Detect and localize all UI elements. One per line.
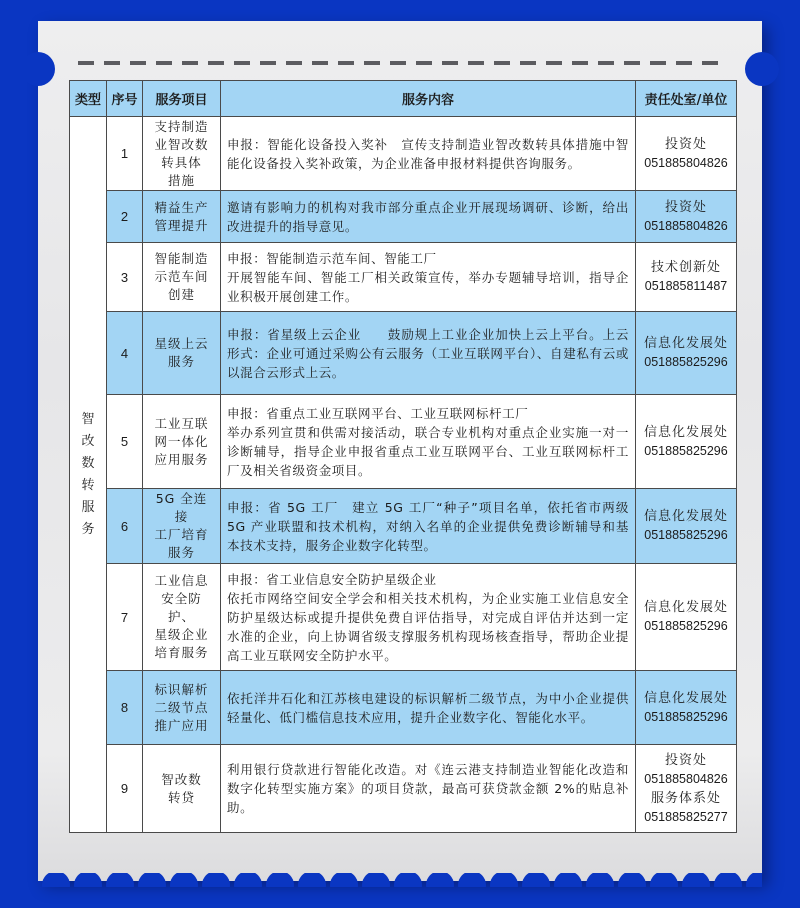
table-row — [70, 312, 737, 395]
service-item-line: 网一体化 — [154, 433, 209, 449]
scalloped-edge — [38, 873, 762, 887]
scallop — [426, 873, 454, 887]
service-content-paragraph: 申报：省重点工业互联网平台、工业互联网标杆工厂 — [227, 405, 529, 421]
service-item-line: 示范车间 — [154, 269, 209, 284]
service-content-paragraph: 申报：智能化设备投入奖补 宣传支持制造业智改数转具体措施中智能化设备投入奖补政策，为企业准备申报材料提供咨询服务。 — [227, 136, 629, 171]
service-item-line: 推广应用 — [154, 717, 209, 733]
dept-name: 投资处 — [664, 199, 707, 215]
responsible-dept — [636, 745, 737, 833]
dept-phone: 051885825277 — [644, 809, 728, 824]
row-number: 7 — [107, 564, 143, 671]
responsible-dept — [636, 395, 737, 489]
service-content-paragraph: 依托洋井石化和江苏核电建设的标识解析二级节点，为中小企业提供轻量化、低门槛信息技术应用，提升企业数字化、智能化水平。 — [227, 690, 629, 725]
header-type: 类型 — [70, 81, 107, 117]
scallop — [106, 873, 134, 887]
service-content-paragraph: 利用银行贷款进行智能化改造。对《连云港支持制造业智能化改造和数字化转型实施方案》的项目贷款，最高可获贷款金额 2%的贴息补助。 — [227, 762, 629, 815]
scallop — [362, 873, 390, 887]
scallop — [746, 873, 762, 887]
service-content-paragraph: 申报：智能制造示范车间、智能工厂 — [227, 250, 437, 266]
scallop — [458, 873, 486, 887]
row-number: 2 — [107, 191, 143, 243]
scallop — [714, 873, 742, 887]
service-item-line: 工业互联 — [154, 415, 209, 431]
category-char: 务 — [81, 521, 95, 537]
service-item — [143, 745, 221, 833]
table-row — [70, 243, 737, 312]
scallop — [74, 873, 102, 887]
service-content — [221, 312, 636, 395]
dept-name: 信息化发展处 — [643, 690, 728, 706]
dept-phone: 051885825296 — [644, 443, 728, 458]
service-content — [221, 117, 636, 191]
dept-phone: 051885825296 — [644, 709, 728, 724]
scallop — [522, 873, 550, 887]
dept-name: 投资处 — [664, 752, 707, 768]
service-item-line: 星级上云 — [154, 336, 209, 351]
table-row — [70, 117, 737, 191]
ticket-notch-right — [745, 52, 779, 86]
service-item — [143, 671, 221, 745]
row-number: 1 — [107, 117, 143, 191]
category-char: 改 — [81, 433, 95, 449]
service-item-line: 智能制造 — [154, 251, 209, 266]
row-number: 5 — [107, 395, 143, 489]
service-item-line: 措施 — [167, 172, 195, 188]
row-number: 3 — [107, 243, 143, 312]
service-item-line: 创建 — [167, 287, 195, 302]
perforation-divider — [78, 61, 722, 65]
row-number: 4 — [107, 312, 143, 395]
service-content-paragraph: 申报：省星级上云企业 鼓励规上工业企业加快上云上平台。上云形式：企业可通过采购公有云服务（工业互联网平台）、自建私有云或以混合云形式上云。 — [227, 326, 629, 380]
service-item-line: 转具体 — [161, 154, 202, 170]
service-content-paragraph: 邀请有影响力的机构对我市部分重点企业开展现场调研、诊断，给出改进提升的指导意见。 — [227, 199, 629, 234]
table-row — [70, 564, 737, 671]
service-item-line: 智改数 — [161, 771, 202, 787]
responsible-dept — [636, 312, 737, 395]
service-content-paragraph: 举办系列宣贯和供需对接活动，联合专业机构对重点企业实施一对一诊断辅导，指导企业申报省重点工业互联网平台、工业互联网标杆工厂及相关省级资金项目。 — [227, 424, 629, 478]
dept-name: 信息化发展处 — [643, 424, 728, 440]
scallop — [682, 873, 710, 887]
service-content — [221, 671, 636, 745]
service-content-paragraph: 开展智能车间、智能工厂相关政策宣传，举办专题辅导培训，指导企业积极开展创建工作。 — [227, 269, 629, 304]
dept-phone: 051885811487 — [644, 279, 728, 293]
table-row — [70, 745, 737, 833]
service-item — [143, 312, 221, 395]
scallop — [554, 873, 582, 887]
header-responsible-dept: 责任处室/单位 — [636, 81, 737, 117]
service-item-line: 标识解析 — [154, 681, 209, 697]
header-number: 序号 — [107, 81, 143, 117]
service-content-paragraph: 申报：省 5G 工厂 建立 5G 工厂“种子”项目名单，依托省市两级 5G 产业联盟和技术机构，对纳入名单的企业提供免费诊断辅导和基本技术支持，服务企业数字化转型。 — [227, 499, 629, 553]
service-content — [221, 489, 636, 564]
table-row — [70, 395, 737, 489]
scallop — [586, 873, 614, 887]
category-char: 数 — [81, 455, 95, 471]
table-row — [70, 671, 737, 745]
dept-name: 服务体系处 — [650, 790, 721, 806]
service-item — [143, 117, 221, 191]
scallop — [618, 873, 646, 887]
service-item — [143, 243, 221, 312]
service-item — [143, 489, 221, 564]
service-item-line: 业智改数 — [154, 136, 209, 152]
service-item-line: 工业信息 — [154, 573, 209, 588]
service-content — [221, 395, 636, 489]
row-number: 6 — [107, 489, 143, 564]
scallop — [330, 873, 358, 887]
scallop — [202, 873, 230, 887]
responsible-dept — [636, 243, 737, 312]
service-item-line: 培育服务 — [154, 645, 209, 660]
category-char: 智 — [81, 411, 95, 427]
dept-phone: 051885804826 — [644, 155, 728, 170]
scallop — [490, 873, 518, 887]
table-header-row — [70, 81, 737, 117]
header-service-content: 服务内容 — [221, 81, 636, 117]
responsible-dept — [636, 489, 737, 564]
service-table — [69, 80, 737, 833]
table-row — [70, 191, 737, 243]
service-item-line: 工厂培育 — [154, 527, 209, 542]
dept-name: 信息化发展处 — [643, 336, 728, 351]
service-item — [143, 395, 221, 489]
service-item-line: 转贷 — [167, 789, 195, 805]
dept-phone: 051885804826 — [644, 771, 728, 786]
service-content — [221, 191, 636, 243]
row-number: 9 — [107, 745, 143, 833]
service-item-line: 服务 — [167, 354, 195, 369]
service-item-line: 服务 — [167, 545, 195, 560]
scallop — [234, 873, 262, 887]
service-item-line: 应用服务 — [154, 451, 209, 467]
service-content — [221, 745, 636, 833]
dept-name: 投资处 — [664, 136, 707, 152]
service-item-line: 安全防护、 — [161, 591, 202, 624]
service-item-line: 5G 全连接 — [155, 491, 208, 524]
dept-name: 技术创新处 — [650, 260, 721, 275]
service-item-line: 管理提升 — [154, 217, 209, 233]
service-content-paragraph: 申报：省工业信息安全防护星级企业 — [227, 571, 437, 587]
dept-name: 信息化发展处 — [643, 600, 728, 615]
dept-name: 信息化发展处 — [643, 509, 728, 524]
responsible-dept — [636, 564, 737, 671]
service-item-line: 星级企业 — [154, 627, 209, 642]
service-content — [221, 243, 636, 312]
service-content-paragraph: 依托市网络空间安全学会和相关技术机构，为企业实施工业信息安全防护星级达标或提升提供免费自评估指导，对完成自评估并达到一定水准的企业，向上协调省级支撑服务机构现场核查指导，帮助企业提高工业互联网安全防护水平。 — [227, 590, 629, 663]
header-service-item: 服务项目 — [143, 81, 221, 117]
category-char: 服 — [81, 499, 95, 515]
scallop — [650, 873, 678, 887]
category-cell — [70, 117, 107, 833]
table-row — [70, 489, 737, 564]
scallop — [266, 873, 294, 887]
service-item-line: 二级节点 — [154, 699, 209, 715]
service-item-line: 支持制造 — [154, 118, 209, 134]
dept-phone: 051885825296 — [644, 619, 728, 633]
row-number: 8 — [107, 671, 143, 745]
scallop — [170, 873, 198, 887]
responsible-dept — [636, 117, 737, 191]
category-char: 转 — [81, 477, 95, 493]
ticket-notch-left — [21, 52, 55, 86]
service-item-line: 精益生产 — [154, 199, 209, 215]
service-content — [221, 564, 636, 671]
responsible-dept — [636, 191, 737, 243]
scallop — [138, 873, 166, 887]
scallop — [298, 873, 326, 887]
dept-phone: 051885825296 — [644, 355, 728, 369]
scallop — [42, 873, 70, 887]
dept-phone: 051885804826 — [644, 218, 728, 233]
scallop — [394, 873, 422, 887]
responsible-dept — [636, 671, 737, 745]
service-item — [143, 191, 221, 243]
service-item — [143, 564, 221, 671]
dept-phone: 051885825296 — [644, 528, 728, 542]
ticket-card — [38, 21, 762, 881]
